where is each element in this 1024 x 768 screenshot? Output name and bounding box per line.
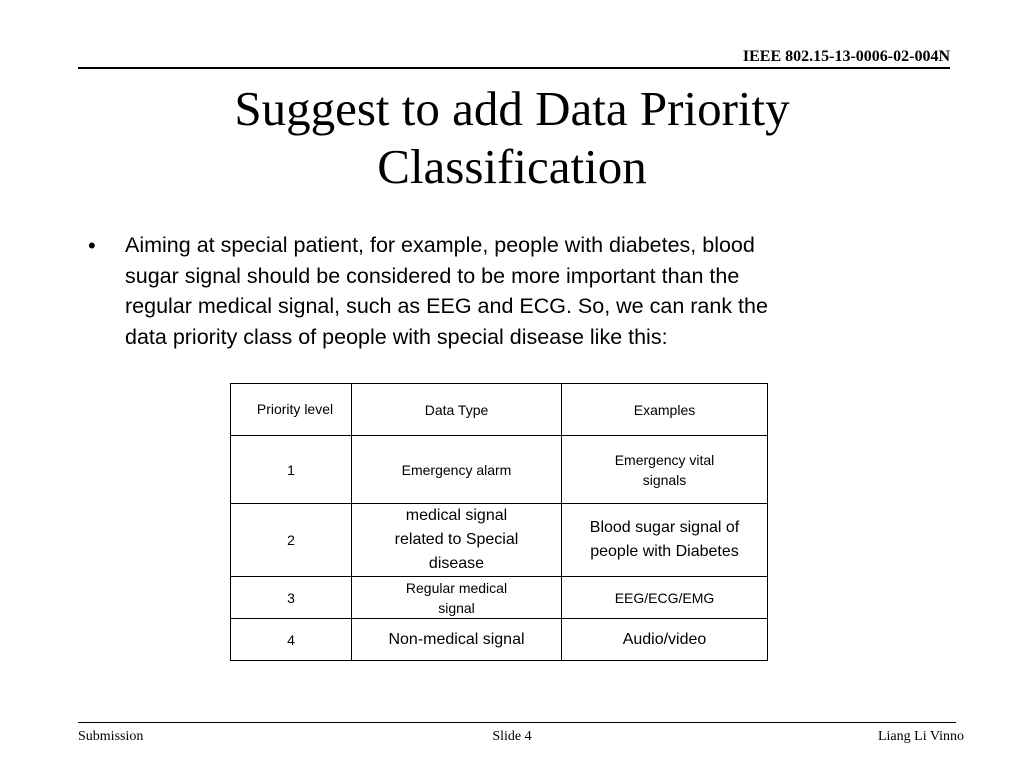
bullet-text xyxy=(125,230,905,352)
cell-examples: Audio/video xyxy=(562,619,768,661)
table-row xyxy=(231,577,768,619)
cell-data-type: Regular medical signal xyxy=(352,577,562,619)
cell-level: 3 xyxy=(231,577,352,619)
header-divider xyxy=(78,67,950,69)
slide-title xyxy=(110,80,914,196)
cell-examples: Blood sugar signal of people with Diabetes xyxy=(562,504,768,577)
table-row xyxy=(231,619,768,661)
title-line-2: Classification xyxy=(377,139,647,194)
cell-level: 4 xyxy=(231,619,352,661)
footer-slide-number: Slide 4 xyxy=(492,729,532,744)
footer-divider xyxy=(78,722,956,723)
title-line-1: Suggest to add Data Priority xyxy=(234,81,790,136)
bullet-marker: • xyxy=(88,233,96,258)
cell-level: 1 xyxy=(231,436,352,504)
header-priority-level: Priority level xyxy=(231,384,352,436)
cell-data-type: Non-medical signal xyxy=(352,619,562,661)
footer-author: Liang Li Vinno xyxy=(877,729,964,744)
header-data-type: Data Type xyxy=(352,384,562,436)
table-row xyxy=(231,504,768,577)
header-examples: Examples xyxy=(562,384,768,436)
cell-examples: Emergency vital signals xyxy=(562,436,768,504)
bullet-line-4: data priority class of people with special disease like this: xyxy=(125,324,668,349)
document-id: IEEE 802.15-13-0006-02-004N xyxy=(742,48,950,65)
table-row xyxy=(231,436,768,504)
priority-table xyxy=(230,383,768,661)
cell-data-type: Emergency alarm xyxy=(352,436,562,504)
cell-level: 2 xyxy=(231,504,352,577)
bullet-line-3: regular medical signal, such as EEG and ECG. So, we can rank the xyxy=(125,294,768,318)
cell-examples: EEG/ECG/EMG xyxy=(562,577,768,619)
footer-submission: Submission xyxy=(78,729,144,744)
cell-data-type: medical signal related to Special disease xyxy=(352,504,562,577)
table-header-row xyxy=(231,384,768,436)
bullet-line-2: sugar signal should be considered to be more important than the xyxy=(125,263,740,288)
bullet-line-1: Aiming at special patient, for example, people with diabetes, blood xyxy=(125,233,755,257)
